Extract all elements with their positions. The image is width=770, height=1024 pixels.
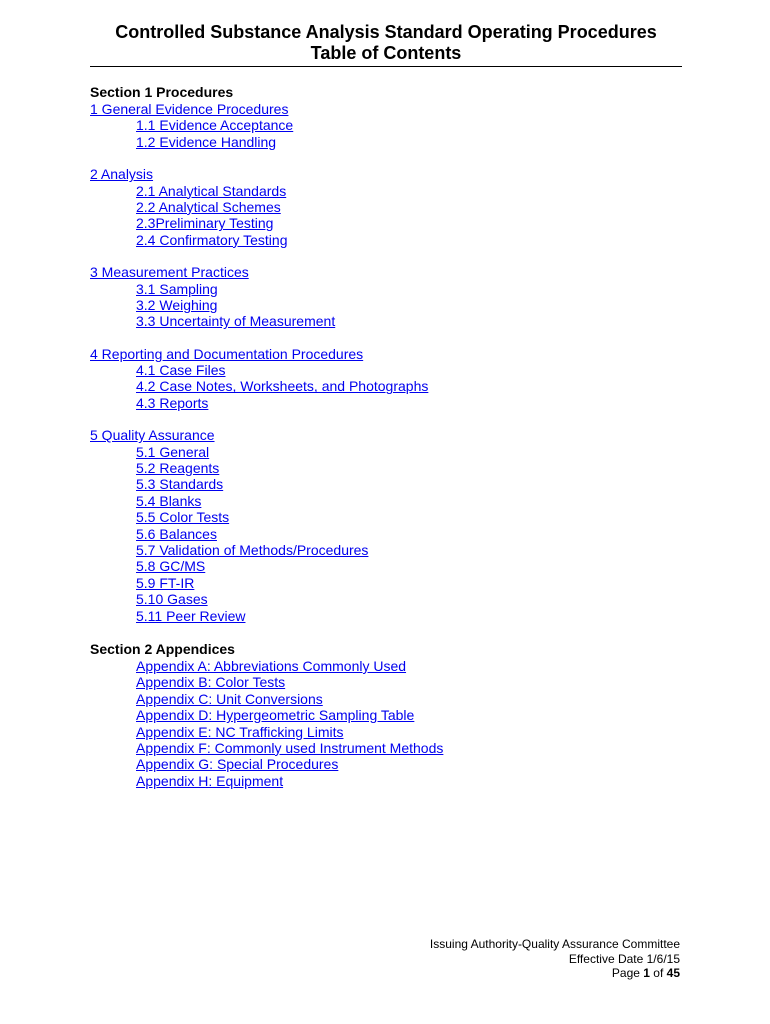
toc-subsection-link-row (90, 117, 690, 133)
toc-chapter-link-row (90, 427, 690, 443)
footer-effective-date: Effective Date 1/6/15 (568, 951, 680, 966)
toc-group (90, 101, 690, 150)
toc-chapter-link-row (90, 166, 690, 182)
toc-subsection-link-row (90, 558, 690, 574)
toc-subsection-link-row (90, 281, 690, 297)
toc-appendix-link-row (90, 773, 690, 789)
toc-subsection-link[interactable]: 3.1 Sampling (136, 280, 218, 297)
toc-chapter-link-row (90, 264, 690, 280)
table-of-contents (90, 83, 690, 789)
toc-subsection-link-row (90, 199, 690, 215)
toc-appendix-link-row (90, 724, 690, 740)
header-divider (90, 66, 682, 67)
toc-subsection-link[interactable]: 5.5 Color Tests (136, 509, 230, 526)
toc-subsection-link[interactable]: 5.6 Balances (136, 525, 217, 542)
toc-appendix-link-row (90, 756, 690, 772)
toc-subsection-link[interactable]: 2.2 Analytical Schemes (136, 198, 281, 215)
toc-subsection-link[interactable]: 5.9 FT-IR (136, 574, 195, 591)
toc-subsection-link-row (90, 395, 690, 411)
toc-subsection-link-row (90, 313, 690, 329)
section-1-heading: Section 1 Procedures (90, 84, 234, 100)
toc-appendix-link[interactable]: Appendix H: Equipment (136, 772, 284, 789)
toc-subsection-link-row (90, 232, 690, 248)
toc-appendix-link-row (90, 691, 690, 707)
toc-subsection-link-row (90, 362, 690, 378)
toc-appendix-link[interactable]: Appendix D: Hypergeometric Sampling Table (136, 707, 415, 724)
page-total: 45 (666, 966, 680, 980)
toc-subsection-link[interactable]: 5.4 Blanks (136, 492, 202, 509)
toc-subsection-link[interactable]: 3.3 Uncertainty of Measurement (136, 313, 336, 330)
toc-group (90, 264, 690, 330)
toc-subsection-link-row (90, 493, 690, 509)
toc-appendix-link[interactable]: Appendix G: Special Procedures (136, 756, 339, 773)
toc-chapter-link[interactable]: 5 Quality Assurance (90, 427, 215, 444)
toc-subsection-link[interactable]: 5.7 Validation of Methods/Procedures (136, 541, 369, 558)
toc-subsection-link-row (90, 183, 690, 199)
toc-chapter-link-row (90, 346, 690, 362)
toc-subsection-link-row (90, 591, 690, 607)
toc-appendix-link[interactable]: Appendix F: Commonly used Instrument Methods (136, 739, 444, 756)
toc-appendix-link-row (90, 740, 690, 756)
toc-group (90, 427, 690, 624)
page-of: of (649, 966, 667, 980)
document-subtitle: Table of Contents (310, 43, 462, 63)
document-title: Controlled Substance Analysis Standard Operating Procedures (115, 22, 657, 42)
toc-subsection-link[interactable]: 2.1 Analytical Standards (136, 182, 287, 199)
toc-subsection-link[interactable]: 5.1 General (136, 443, 210, 460)
toc-subsection-link[interactable]: 1.2 Evidence Handling (136, 133, 277, 150)
toc-subsection-link[interactable]: 2.4 Confirmatory Testing (136, 231, 288, 248)
section-2-items (90, 658, 690, 789)
toc-subsection-link[interactable]: 5.11 Peer Review (136, 607, 246, 624)
toc-subsection-link[interactable]: 2.3Preliminary Testing (136, 215, 274, 232)
toc-appendix-link[interactable]: Appendix B: Color Tests (136, 674, 286, 691)
toc-subsection-link[interactable]: 4.2 Case Notes, Worksheets, and Photographs (136, 378, 429, 395)
toc-appendix-link-row (90, 707, 690, 723)
toc-appendix-link-row (90, 658, 690, 674)
toc-subsection-link[interactable]: 1.1 Evidence Acceptance (136, 117, 294, 134)
toc-appendix-link[interactable]: Appendix A: Abbreviations Commonly Used (136, 657, 407, 674)
footer-page-number (430, 966, 680, 981)
toc-subsection-link-row (90, 509, 690, 525)
toc-chapter-link[interactable]: 4 Reporting and Documentation Procedures (90, 345, 364, 362)
toc-subsection-link[interactable]: 5.3 Standards (136, 476, 224, 493)
toc-subsection-link-row (90, 134, 690, 150)
section-1-groups (90, 101, 690, 624)
document-header (90, 22, 682, 64)
toc-subsection-link-row (90, 542, 690, 558)
footer-issuer: Issuing Authority-Quality Assurance Committee (429, 937, 680, 951)
toc-subsection-link-row (90, 444, 690, 460)
toc-subsection-link-row (90, 460, 690, 476)
toc-chapter-link[interactable]: 3 Measurement Practices (90, 264, 249, 281)
toc-appendix-link[interactable]: Appendix E: NC Trafficking Limits (136, 723, 344, 740)
toc-appendix-link-row (90, 674, 690, 690)
toc-subsection-link[interactable]: 5.10 Gases (136, 591, 208, 608)
toc-subsection-link-row (90, 297, 690, 313)
toc-subsection-link[interactable]: 3.2 Weighing (136, 296, 218, 313)
page-current: 1 (643, 966, 650, 980)
toc-subsection-link[interactable]: 4.1 Case Files (136, 362, 226, 379)
toc-subsection-link-row (90, 608, 690, 624)
toc-subsection-link-row (90, 575, 690, 591)
toc-group (90, 346, 690, 412)
section-2-heading: Section 2 Appendices (90, 640, 235, 657)
toc-subsection-link[interactable]: 5.8 GC/MS (136, 558, 206, 575)
toc-group (90, 166, 690, 248)
toc-chapter-link[interactable]: 2 Analysis (90, 166, 154, 183)
toc-subsection-link-row (90, 526, 690, 542)
page-footer (430, 937, 680, 981)
toc-subsection-link-row (90, 215, 690, 231)
toc-chapter-link-row (90, 101, 690, 117)
toc-subsection-link[interactable]: 5.2 Reagents (136, 460, 220, 477)
toc-chapter-link[interactable]: 1 General Evidence Procedures (90, 101, 289, 117)
toc-subsection-link-row (90, 476, 690, 492)
page-prefix: Page (611, 966, 644, 980)
toc-subsection-link-row (90, 378, 690, 394)
toc-subsection-link[interactable]: 4.3 Reports (136, 394, 209, 411)
toc-appendix-link[interactable]: Appendix C: Unit Conversions (136, 690, 323, 707)
